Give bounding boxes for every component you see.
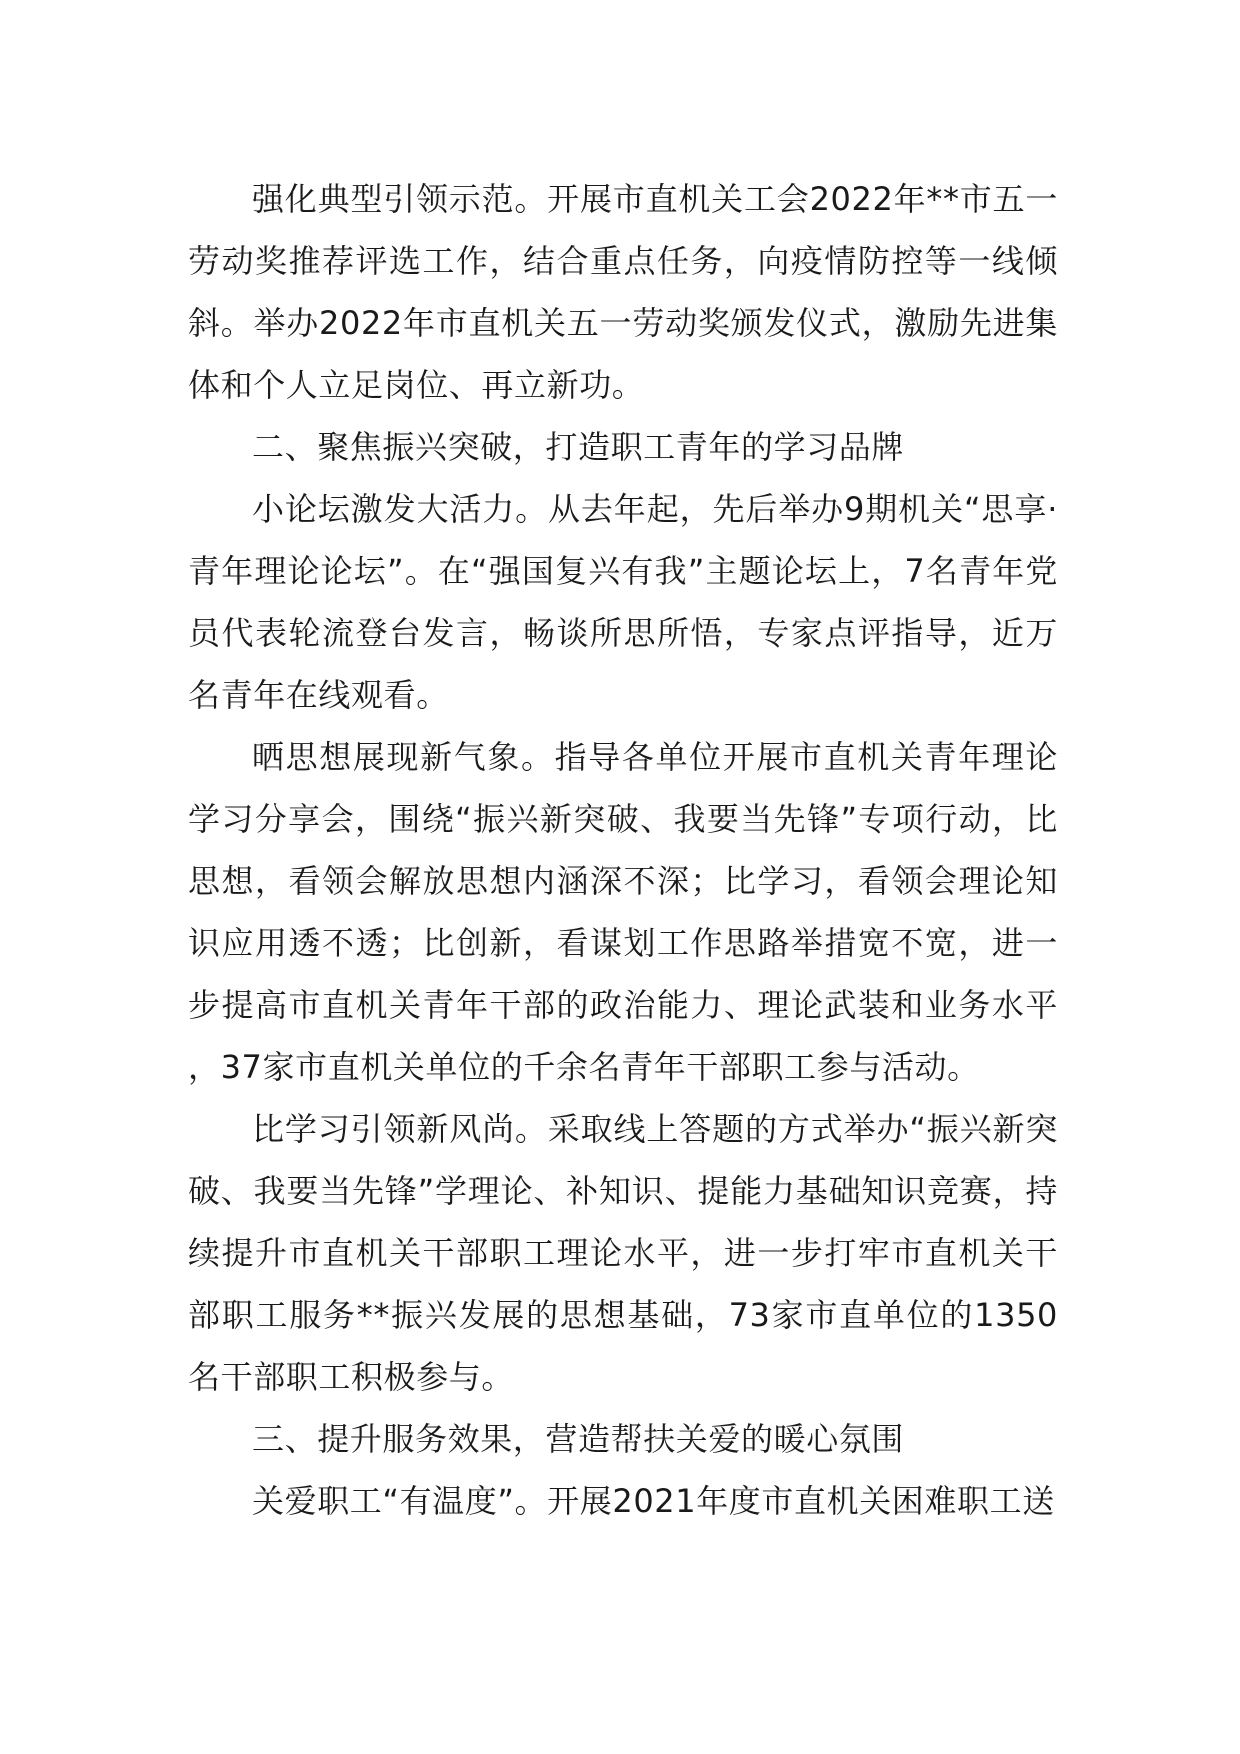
section-heading-two: 二、聚焦振兴突破，打造职工青年的学习品牌	[252, 428, 905, 466]
document-body	[188, 168, 1058, 1532]
section-heading-three: 三、提升服务效果，营造帮扶关爱的暖心氛围	[252, 1420, 905, 1458]
paragraph-care-workers: 关爱职工“有温度”。开展2021年度市直机关困难职工送	[252, 1482, 1055, 1520]
paragraph-small-forum: 小论坛激发大活力。从去年起，先后举办9期机关“思享·青年理论论坛”。在“强国复兴有我”主题论坛上，7名青年党员代表轮流登台发言，畅谈所思所悟，专家点评指导，近万名青年在线观看。	[188, 490, 1058, 714]
paragraph-study-competition: 比学习引领新风尚。采取线上答题的方式举办“振兴新突破、我要当先锋”学理论、补知识、提能力基础知识竞赛，持续提升市直机关干部职工理论水平，进一步打牢市直机关干部职工服务**振兴发展的思想基础，73家市直单位的1350名干部职工积极参与。	[188, 1110, 1058, 1396]
paragraph-share-thoughts: 晒思想展现新气象。指导各单位开展市直机关青年理论学习分享会，围绕“振兴新突破、我要当先锋”专项行动，比思想，看领会解放思想内涵深不深；比学习，看领会理论知识应用透不透；比创新，看谋划工作思路举措宽不宽，进一步提高市直机关青年干部的政治能力、理论武装和业务水平，37家市直机关单位的千余名青年干部职工参与活动。	[188, 738, 1058, 1086]
paragraph-typical-guidance: 强化典型引领示范。开展市直机关工会2022年**市五一劳动奖推荐评选工作，结合重点任务，向疫情防控等一线倾斜。举办2022年市直机关五一劳动奖颁发仪式，激励先进集体和个人立足岗位、再立新功。	[188, 180, 1058, 404]
